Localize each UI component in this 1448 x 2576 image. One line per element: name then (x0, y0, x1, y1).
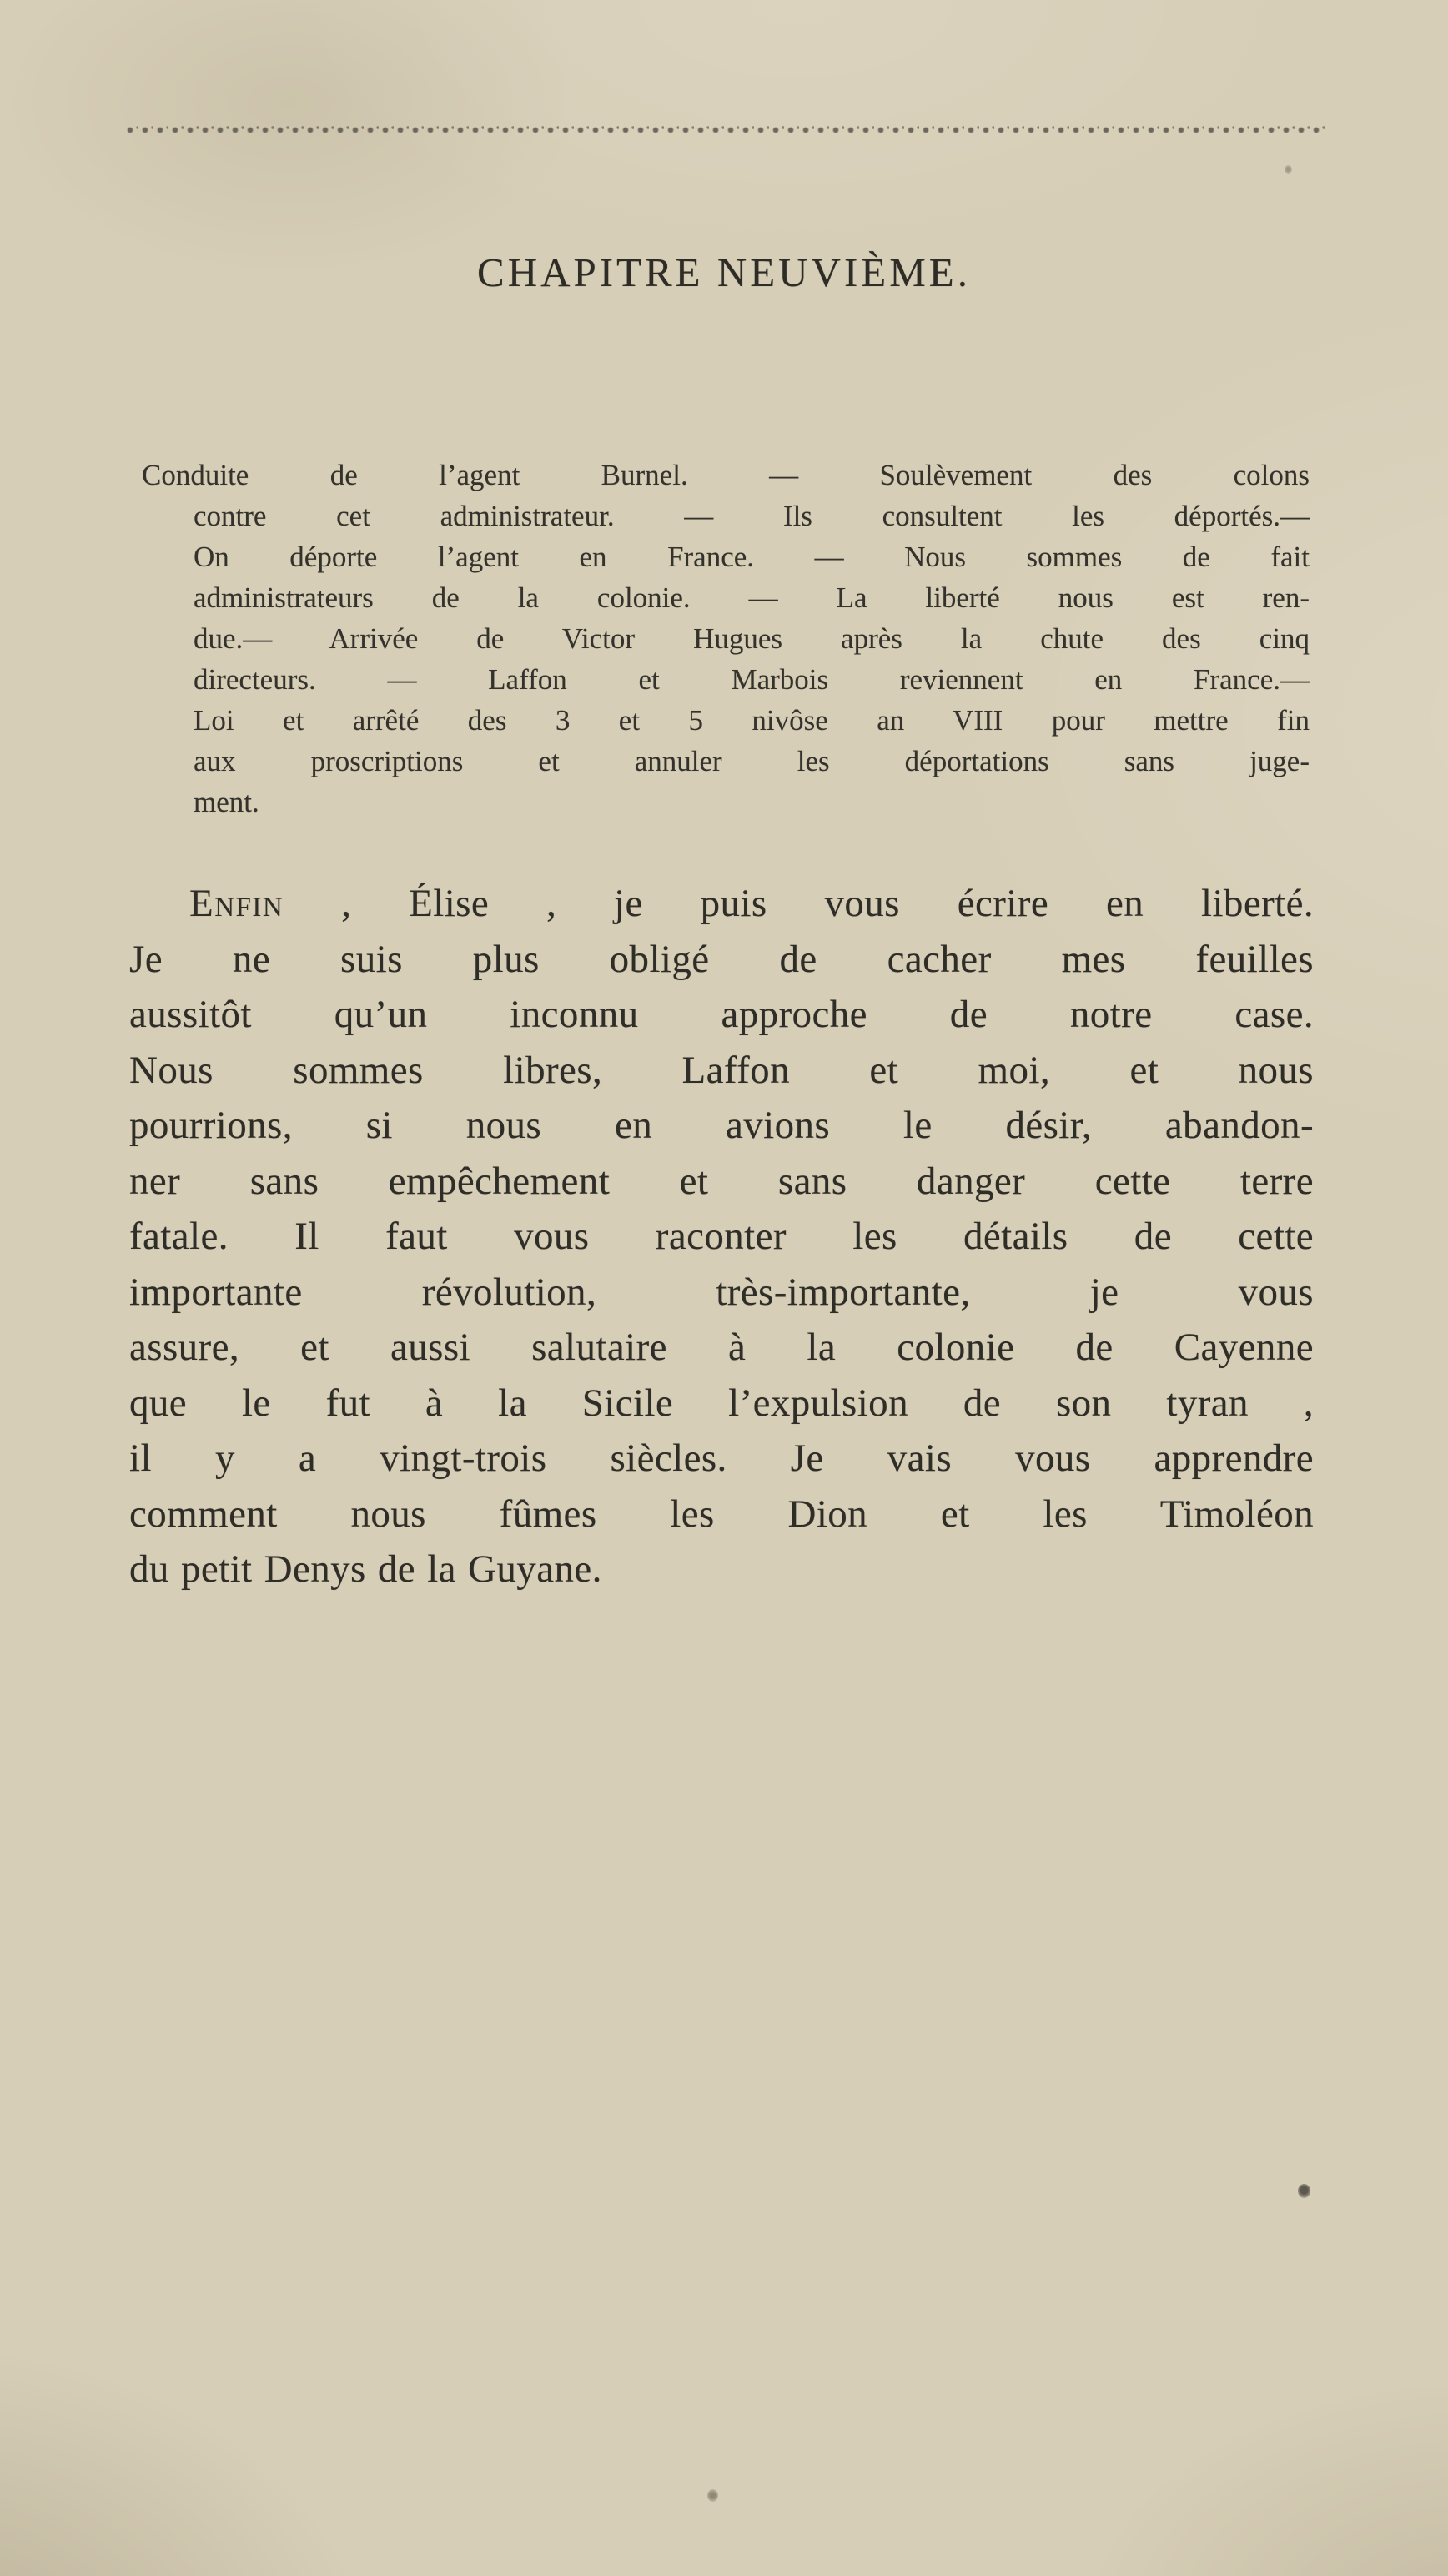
lead-word-smallcaps: Enfin (189, 882, 284, 925)
body-first-line-rest: , Élise , je puis vous écrire en liberté. (284, 882, 1314, 925)
chapter-heading: CHAPITRE NEUVIÈME. (477, 249, 971, 295)
body-line: fatale. Il faut vous raconter les détails de cette (129, 1215, 1314, 1258)
body-line: Je ne suis plus obligé de cacher mes feuilles (129, 937, 1314, 981)
chapter-summary (142, 455, 1310, 823)
body-line: assure, et aussi salutaire à la colonie de Cayenne (129, 1326, 1314, 1369)
body-lines (129, 932, 1314, 1597)
summary-line: due.— Arrivée de Victor Hugues après la chute des cinq (194, 622, 1310, 655)
page-speck (707, 2489, 718, 2502)
printer-ornament-row-icon (123, 122, 1328, 137)
body-line: il y a vingt-trois siècles. Je vais vous apprendre (129, 1436, 1314, 1480)
body-first-line (129, 876, 1314, 932)
body-line: comment nous fûmes les Dion et les Timoléon (129, 1492, 1314, 1536)
body-line: importante révolution, très-importante, je vous (129, 1270, 1314, 1314)
summary-line: aux proscriptions et annuler les déportations sans juge- (194, 745, 1310, 777)
summary-line: administrateurs de la colonie. — La liberté nous est ren- (194, 581, 1310, 614)
summary-line: On déporte l’agent en France. — Nous sommes de fait (194, 541, 1310, 573)
summary-line: directeurs. — Laffon et Marbois reviennent en France.— (194, 663, 1310, 696)
body-line: que le fut à la Sicile l’expulsion de son tyran , (129, 1381, 1314, 1425)
chapter-body (129, 876, 1314, 1597)
summary-line: Loi et arrêté des 3 et 5 nivôse an VIII pour mettre fin (194, 704, 1310, 737)
summary-line: ment. (194, 786, 259, 818)
body-line: aussitôt qu’un inconnu approche de notre case. (129, 993, 1314, 1036)
page-speck (1298, 2184, 1310, 2198)
body-line: du petit Denys de la Guyane. (129, 1547, 602, 1591)
page-speck (1285, 165, 1292, 174)
body-line: pourrions, si nous en avions le désir, abandon- (129, 1104, 1314, 1147)
body-line: Nous sommes libres, Laffon et moi, et nous (129, 1048, 1314, 1092)
body-line: ner sans empêchement et sans danger cette terre (129, 1159, 1314, 1203)
summary-line: Conduite de l’agent Burnel. — Soulèvement des colons (142, 459, 1310, 491)
summary-line: contre cet administrateur. — Ils consultent les déportés.— (194, 500, 1310, 532)
